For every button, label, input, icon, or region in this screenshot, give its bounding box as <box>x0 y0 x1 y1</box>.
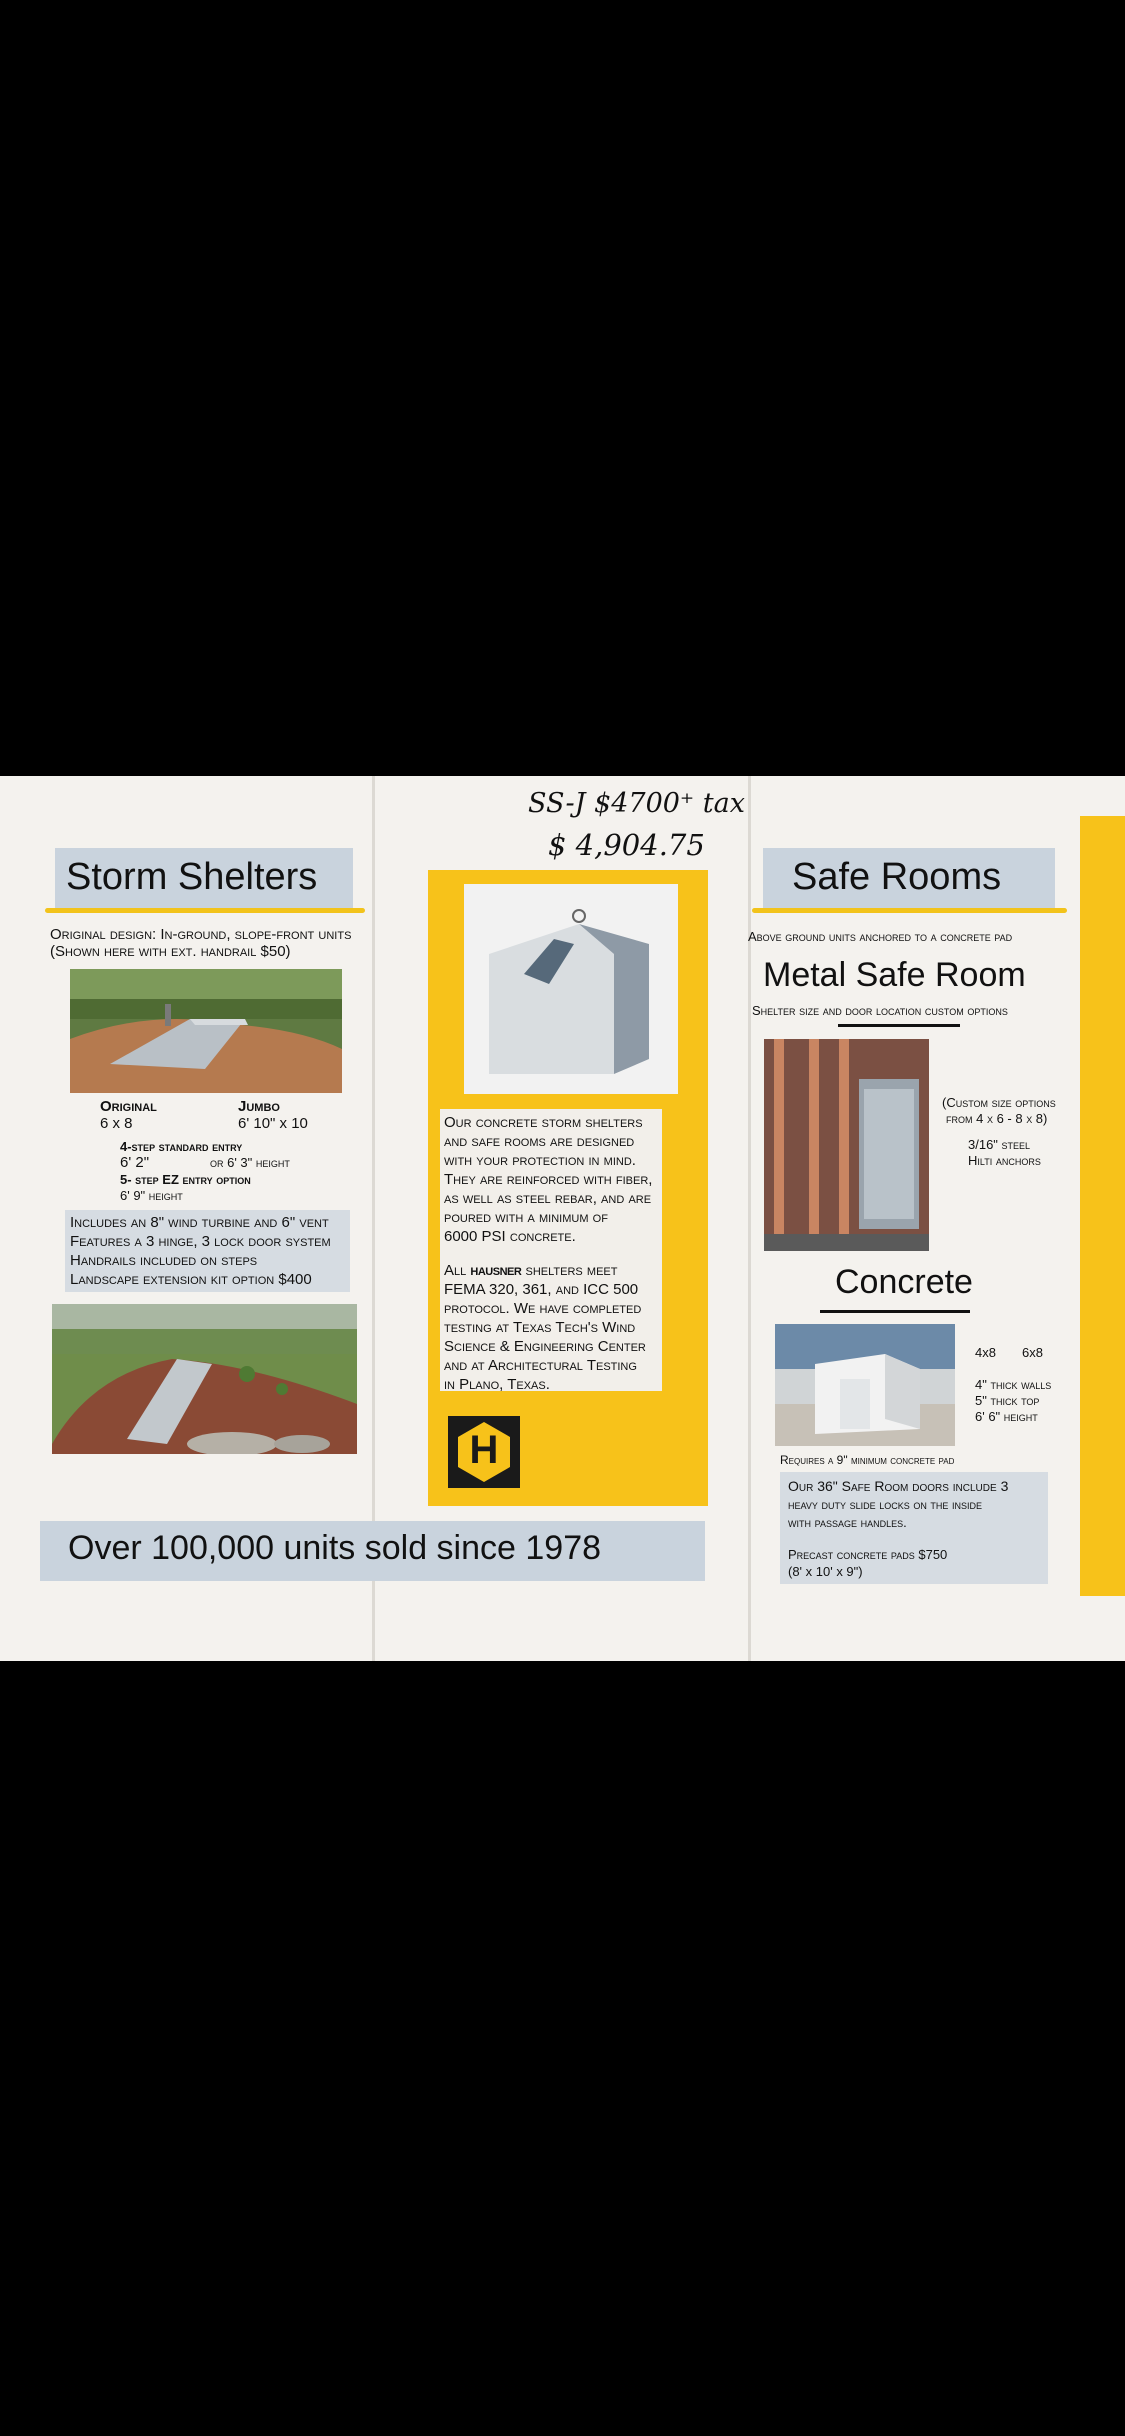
meet-line-1 <box>444 1262 617 1281</box>
desc-line-7: 6000 PSI concrete. <box>444 1228 576 1245</box>
door-line-1: Our 36" Safe Room doors include 3 <box>788 1478 1009 1494</box>
safe-rooms-title: Safe Rooms <box>792 856 1002 898</box>
logo-letter: H <box>469 1428 499 1472</box>
storm-subtitle-2: (Shown here with ext. handrail $50) <box>50 943 291 960</box>
safe-rooms-underline <box>752 908 1067 913</box>
features-line-2: Features a 3 hinge, 3 lock door system <box>70 1233 331 1250</box>
entry-line-3: 5- step EZ entry option <box>120 1172 251 1187</box>
custom-size-line-2: from 4 x 6 - 8 x 8) <box>946 1111 1048 1126</box>
hausner-logo <box>448 1416 520 1488</box>
concrete-underline <box>820 1310 970 1313</box>
anchor-line-2: Hilti anchors <box>968 1153 1041 1168</box>
landscaped-shelter-photo <box>52 1304 357 1454</box>
spec-line-2: 5" thick top <box>975 1393 1040 1408</box>
metal-underline <box>838 1024 960 1027</box>
concrete-shelter-photo <box>464 884 678 1094</box>
original-size: 6 x 8 <box>100 1115 133 1132</box>
original-label: Original <box>100 1098 157 1115</box>
meet-line-3: protocol. We have completed <box>444 1300 642 1317</box>
metal-subtitle: Shelter size and door location custom options <box>752 1003 1008 1018</box>
hausner-brand: HAUSNER <box>470 1266 522 1278</box>
concrete-title: Concrete <box>835 1263 973 1301</box>
desc-line-1: Our concrete storm shelters <box>444 1114 643 1131</box>
desc-line-5: as well as steel rebar, and are <box>444 1190 652 1207</box>
pads-line-2: (8' x 10' x 9") <box>788 1564 863 1579</box>
custom-size-line-1: (Custom size options <box>942 1095 1056 1110</box>
pads-line-1: Precast concrete pads $750 <box>788 1547 948 1562</box>
handwritten-price-1: SS-J $4700⁺ tax <box>528 788 745 819</box>
pad-note: Requires a 9" minimum concrete pad <box>780 1453 955 1467</box>
features-line-4: Landscape extension kit option $400 <box>70 1271 312 1288</box>
inground-shelter-photo <box>70 969 342 1093</box>
meet-line-7: in Plano, Texas. <box>444 1376 550 1393</box>
features-line-1: Includes an 8" wind turbine and 6" vent <box>70 1214 329 1231</box>
desc-line-2: and safe rooms are designed <box>444 1133 635 1150</box>
size-6x8: 6x8 <box>1022 1345 1043 1360</box>
meet-line-2: FEMA 320, 361, and ICC 500 <box>444 1281 639 1298</box>
fold-line-right <box>748 776 751 1661</box>
metal-safe-room-photo <box>764 1039 929 1251</box>
anchor-line-1: 3/16" steel <box>968 1137 1031 1152</box>
storm-subtitle-1: Original design: In-ground, slope-front units <box>50 926 352 943</box>
meet-line-1a: All <box>444 1262 467 1279</box>
size-4x8: 4x8 <box>975 1345 996 1360</box>
spec-line-1: 4" thick walls <box>975 1377 1052 1392</box>
spec-line-3: 6' 6" height <box>975 1409 1038 1424</box>
meet-line-5: Science & Engineering Center <box>444 1338 646 1355</box>
right-yellow-edge <box>1080 816 1125 1596</box>
metal-safe-room-title: Metal Safe Room <box>763 956 1026 994</box>
units-sold-text: Over 100,000 units sold since 1978 <box>68 1529 602 1567</box>
door-line-3: with passage handles. <box>788 1515 907 1530</box>
desc-line-4: They are reinforced with fiber, <box>444 1171 653 1188</box>
jumbo-size: 6' 10" x 10 <box>238 1115 308 1132</box>
meet-line-6: and at Architectural Testing <box>444 1357 637 1374</box>
brochure-page <box>0 776 1125 1661</box>
handwritten-price-2: $ 4,904.75 <box>548 828 705 862</box>
entry-line-1: 4-step standard entry <box>120 1139 243 1154</box>
concrete-safe-room-photo <box>775 1324 955 1446</box>
desc-line-6: poured with a minimum of <box>444 1209 608 1226</box>
entry-line-2b: or 6' 3" height <box>210 1155 290 1170</box>
jumbo-label: Jumbo <box>238 1098 280 1115</box>
desc-line-3: with your protection in mind. <box>444 1152 636 1169</box>
storm-shelters-title: Storm Shelters <box>66 856 318 898</box>
meet-line-1b: shelters meet <box>525 1262 618 1279</box>
safe-rooms-subtitle: Above ground units anchored to a concrete pad <box>748 929 1013 944</box>
door-line-2: heavy duty slide locks on the inside <box>788 1497 983 1512</box>
entry-line-4: 6' 9" height <box>120 1188 183 1203</box>
features-line-3: Handrails included on steps <box>70 1252 258 1269</box>
title-underline <box>45 908 365 913</box>
meet-line-4: testing at Texas Tech's Wind <box>444 1319 636 1336</box>
entry-line-2a: 6' 2" <box>120 1154 150 1171</box>
